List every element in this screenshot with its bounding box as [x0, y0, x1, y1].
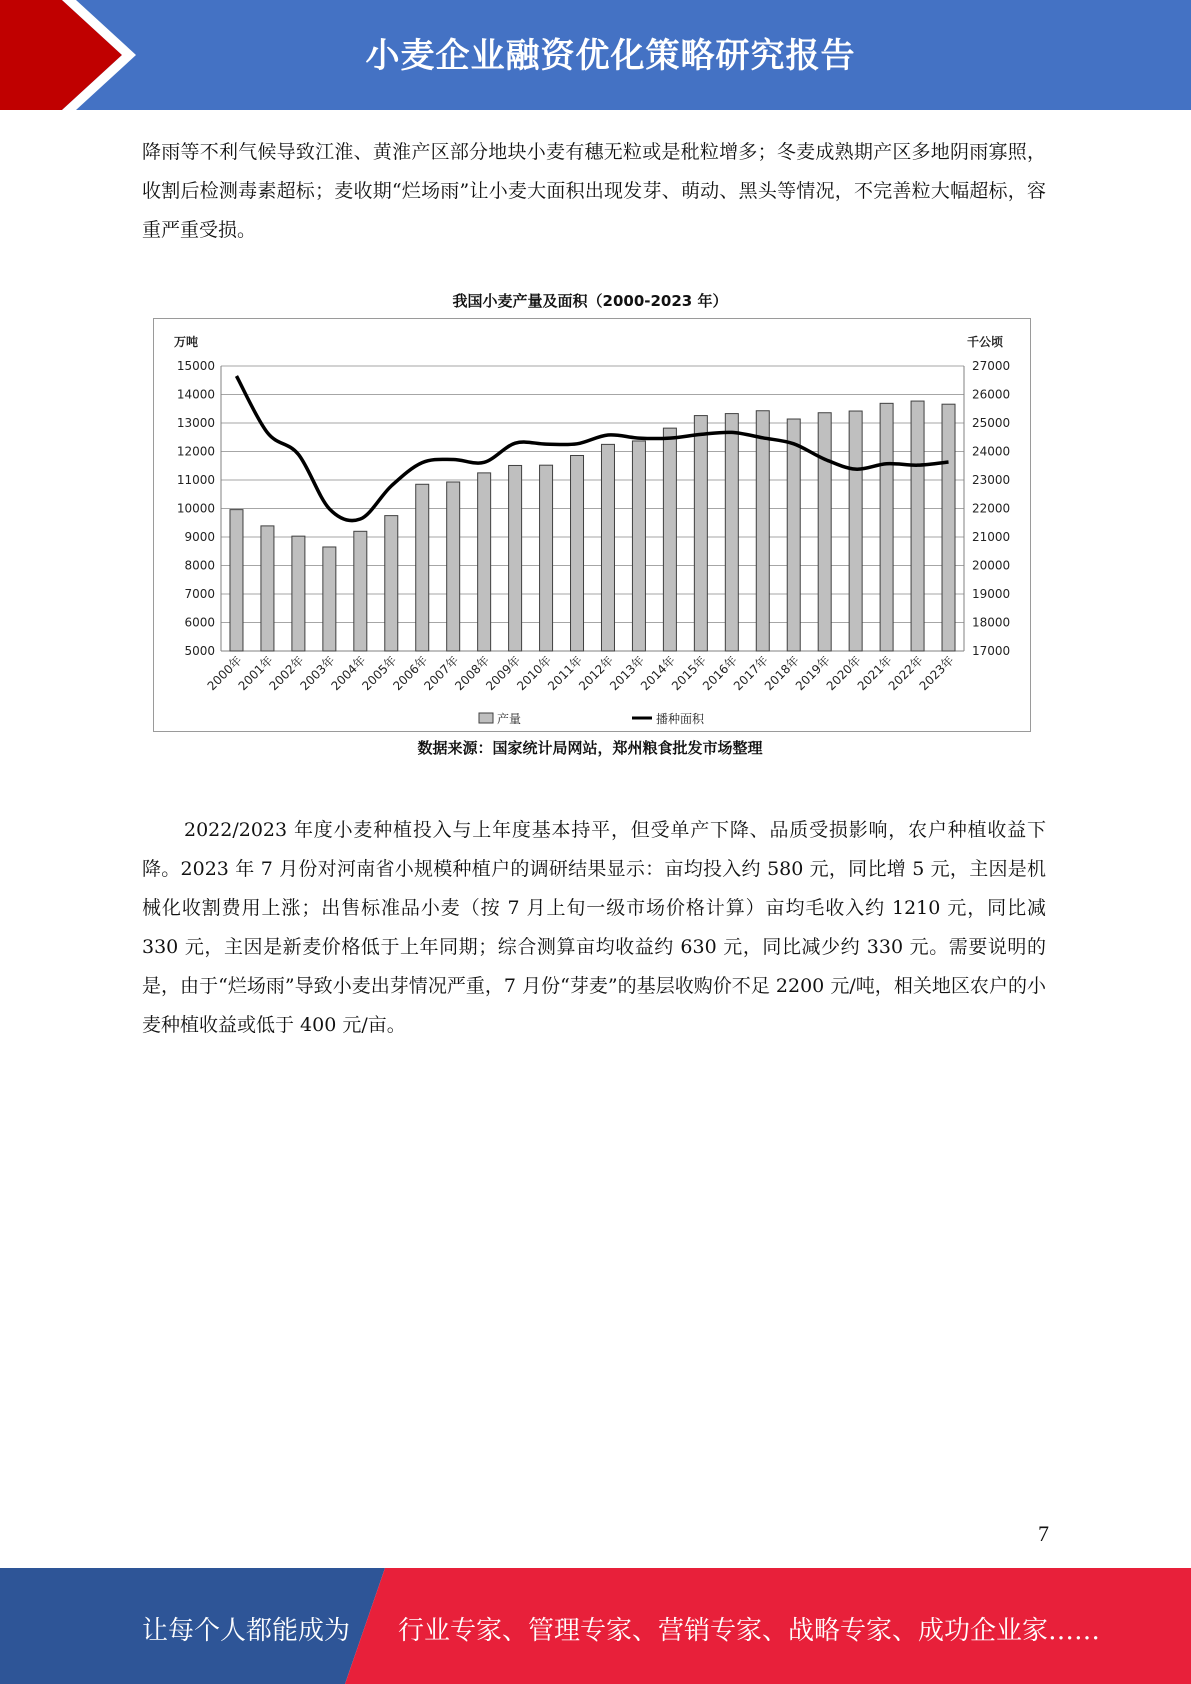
chart-frame	[153, 318, 1031, 732]
y-right-tick-label: 17000	[972, 644, 1011, 658]
bar-产量	[663, 428, 676, 651]
x-tick-label: 2013年	[607, 653, 648, 694]
bar-产量	[787, 419, 800, 651]
y-left-tick-label: 15000	[176, 359, 215, 373]
legend-label-播种面积: 播种面积	[656, 712, 705, 726]
line-播种面积	[236, 376, 948, 521]
chart-canvas	[154, 319, 1030, 731]
y-left-tick-label: 7000	[184, 587, 215, 601]
report-title: 小麦企业融资优化策略研究报告	[365, 36, 856, 76]
bar-产量	[478, 473, 491, 651]
y-right-tick-label: 20000	[972, 558, 1011, 573]
x-tick-label: 2007年	[421, 653, 462, 694]
x-tick-label: 2016年	[699, 653, 740, 694]
footer-banner	[0, 1568, 1191, 1684]
x-tick-label: 2011年	[545, 653, 586, 694]
bar-产量	[849, 411, 862, 651]
x-tick-label: 2008年	[452, 653, 493, 694]
bar-产量	[447, 482, 460, 651]
x-tick-label: 2020年	[823, 653, 864, 694]
chart-source-note: 数据来源：国家统计局网站，郑州粮食批发市场整理	[417, 739, 763, 757]
bar-产量	[323, 547, 336, 651]
y-left-tick-label: 10000	[176, 501, 215, 516]
bar-产量	[756, 411, 769, 651]
footer-slogan-left: 让每个人都能成为	[142, 1616, 351, 1646]
report-header	[0, 0, 1191, 110]
bar-产量	[230, 510, 243, 651]
x-tick-label: 2006年	[390, 653, 431, 694]
y-left-unit-label: 万吨	[174, 335, 199, 349]
body-paragraph-1: 降雨等不利气候导致江淮、黄淮产区部分地块小麦有穗无粒或是秕粒增多；冬麦成熟期产区多地阴雨寡照，收割后检测毒素超标；麦收期“烂场雨”让小麦大面积出现发芽、萌动、黑头等情况，不完善粒大幅超标，容重严重受损。	[142, 141, 1046, 241]
y-right-tick-label: 26000	[972, 387, 1011, 402]
bar-产量	[911, 401, 924, 651]
chart-title: 我国小麦产量及面积（2000-2023 年）	[452, 292, 728, 310]
bar-产量	[632, 441, 645, 651]
x-tick-label: 2022年	[885, 653, 926, 694]
bar-产量	[540, 465, 553, 651]
x-tick-label: 2012年	[576, 653, 617, 694]
bar-产量	[571, 455, 584, 651]
y-right-unit-label: 千公顷	[967, 335, 1004, 349]
y-right-tick-label: 19000	[972, 587, 1011, 601]
x-tick-label: 2014年	[638, 653, 679, 694]
bar-产量	[694, 416, 707, 651]
x-tick-label: 2004年	[328, 653, 369, 694]
y-right-tick-label: 22000	[972, 501, 1011, 516]
bar-产量	[354, 531, 367, 651]
y-left-tick-label: 11000	[176, 473, 215, 487]
bar-产量	[880, 403, 893, 651]
y-left-tick-label: 12000	[176, 444, 215, 459]
x-tick-label: 2002年	[266, 653, 307, 694]
y-left-tick-label: 8000	[184, 558, 215, 573]
legend-swatch-产量	[479, 713, 493, 723]
bar-产量	[416, 484, 429, 651]
y-right-tick-label: 27000	[972, 359, 1011, 373]
y-left-tick-label: 14000	[176, 387, 215, 402]
y-right-tick-label: 18000	[972, 615, 1011, 630]
bar-产量	[942, 404, 955, 651]
y-right-tick-label: 24000	[972, 444, 1011, 459]
y-right-tick-label: 21000	[972, 530, 1011, 544]
x-tick-label: 2015年	[668, 653, 709, 694]
y-left-tick-label: 13000	[176, 416, 215, 430]
bar-产量	[509, 465, 522, 651]
x-tick-label: 2023年	[916, 653, 957, 694]
page-number: 7	[1038, 1521, 1049, 1546]
y-left-tick-label: 9000	[184, 530, 215, 544]
legend-label-产量: 产量	[497, 712, 522, 726]
x-tick-label: 2000年	[204, 653, 245, 694]
body-paragraph-2: 2022/2023 年度小麦种植投入与上年度基本持平，但受单产下降、品质受损影响，农户种植收益下降。2023 年 7 月份对河南省小规模种植户的调研结果显示：亩均投入约 580 元，同比增 5 元，主因是机械化收割费用上涨；出售标准品小麦（按 7 月上旬一级市场价格计算）亩均毛收入约 1210 元，同比减 330 元，主因是新麦价格低于上年同期；综合测算亩均收益约 630 元，同比减少约 330 元。需要说明的是，由于“烂场雨”导致小麦出芽情况严重，7 月份“芽麦”的基层收购价不足 2200 元/吨，相关地区农户的小麦种植收益或低于 400 元/亩。	[142, 819, 1046, 1036]
x-tick-label: 2019年	[792, 653, 833, 694]
y-left-tick-label: 6000	[184, 615, 215, 630]
x-tick-label: 2010年	[514, 653, 555, 694]
x-tick-label: 2005年	[359, 653, 400, 694]
x-tick-label: 2001年	[235, 653, 276, 694]
y-right-tick-label: 25000	[972, 416, 1011, 430]
bar-产量	[261, 526, 274, 651]
bar-产量	[818, 413, 831, 651]
y-right-tick-label: 23000	[972, 473, 1011, 487]
x-tick-label: 2017年	[730, 653, 771, 694]
footer-slogan-right: 行业专家、管理专家、营销专家、战略专家、成功企业家……	[398, 1616, 1101, 1646]
bar-产量	[292, 536, 305, 651]
bar-产量	[725, 414, 738, 651]
bar-产量	[601, 444, 614, 651]
x-tick-label: 2009年	[483, 653, 524, 694]
x-tick-label: 2018年	[761, 653, 802, 694]
bar-产量	[385, 516, 398, 651]
x-tick-label: 2003年	[297, 653, 338, 694]
y-left-tick-label: 5000	[184, 644, 215, 658]
x-tick-label: 2021年	[854, 653, 895, 694]
